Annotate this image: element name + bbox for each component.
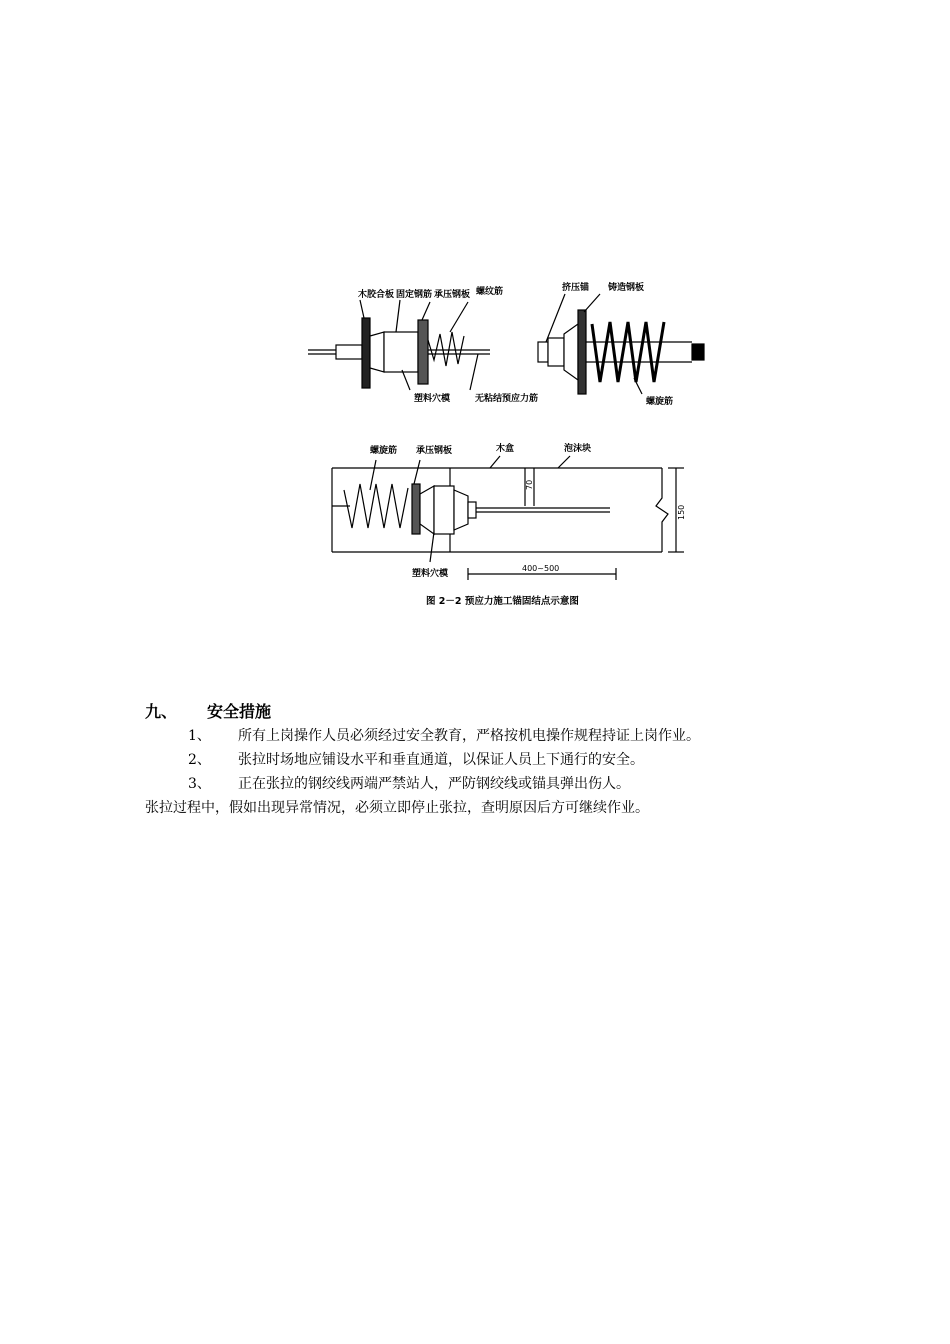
label-plastic-mold-top: 塑料穴模: [414, 394, 451, 404]
anchorage-diagram-svg: [300, 262, 686, 614]
label-spiral-bar-top: 螺旋筋: [646, 397, 674, 407]
label-threaded-bar: 螺纹筋: [476, 287, 504, 297]
list-item: [145, 772, 825, 796]
item-number: 3、: [188, 776, 211, 792]
label-bearing-plate-bottom: 承压钢板: [416, 446, 453, 456]
label-plastic-mold-bottom: 塑料穴模: [412, 569, 449, 579]
label-cast-plate: 铸造钢板: [608, 283, 645, 293]
label-bearing-plate: 承压钢板: [434, 290, 471, 300]
item-number: 2、: [188, 752, 211, 768]
label-fixing-bar: 固定钢筋: [396, 290, 433, 300]
item-text: 张拉时场地应铺设水平和垂直通道，以保证人员上下通行的安全。: [238, 752, 644, 768]
list-item: [145, 724, 825, 748]
dim-70: 70: [525, 479, 534, 490]
cast-plate: [578, 310, 586, 394]
top-left-drawing: [308, 300, 490, 390]
section-heading: [145, 700, 825, 724]
anchorage-figure: [300, 262, 686, 614]
label-unbonded-tendon: 无粘结预应力筋: [475, 394, 539, 404]
section-title: 安全措施: [207, 702, 272, 721]
label-plywood: 木胶合板: [358, 290, 395, 300]
dim-length: 400~500: [522, 564, 560, 573]
label-spiral-bar-bottom: 螺旋筋: [370, 446, 398, 456]
closing-paragraph: 张拉过程中，假如出现异常情况，必须立即停止张拉，查明原因后方可继续作业。: [145, 800, 649, 816]
plywood-plate: [362, 318, 370, 388]
list-item: [145, 748, 825, 772]
safety-section: [145, 700, 825, 820]
item-text: 正在张拉的钢绞线两端严禁站人，严防钢绞线或锚具弹出伤人。: [238, 776, 630, 792]
section-number: 九、: [145, 702, 178, 721]
label-extrusion-anchor: 挤压锚: [562, 283, 590, 293]
bottom-drawing: [332, 456, 684, 580]
label-foam-block: 泡沫块: [564, 444, 592, 454]
bearing-plate-top: [418, 320, 428, 384]
figure-caption: 图 2－2 预应力施工锚固结点示意图: [426, 596, 579, 607]
item-number: 1、: [188, 728, 211, 744]
dim-150: 150: [677, 504, 686, 520]
top-right-drawing: [538, 294, 704, 394]
item-text: 所有上岗操作人员必须经过安全教育，严格按机电操作规程持证上岗作业。: [238, 728, 700, 744]
label-wood-box: 木盒: [496, 444, 515, 454]
